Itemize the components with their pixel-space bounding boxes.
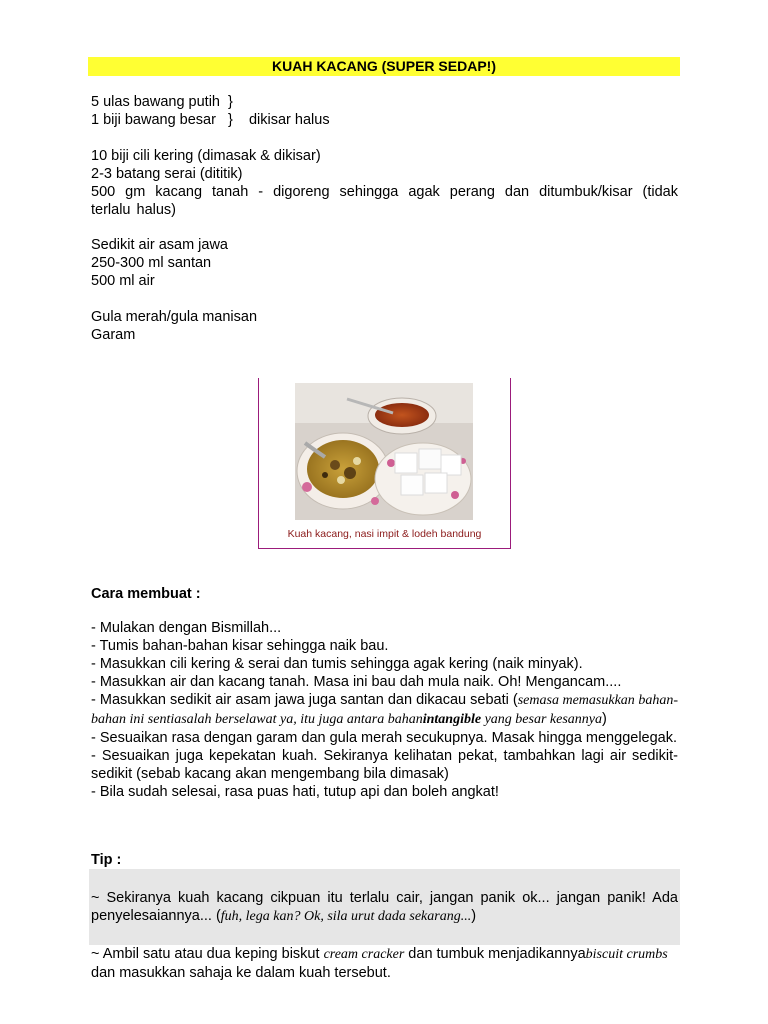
ingredients-group-4 [91,308,678,344]
ingredient-line: 500 ml air [91,273,155,289]
ingredients-group-2 [91,147,678,219]
italic-note: yang besar kesannya [481,712,603,727]
italic-note: fuh, lega kan? Ok, sila urut dada sekarang... [220,909,472,924]
method-step: - Tumis bahan-bahan kisar sehingga naik bau. [91,638,389,654]
italic-term: biscuit crumbs [585,947,668,962]
method-step: - Masukkan air dan kacang tanah. Masa ini bau dah mula naik. Oh! Mengancam.... [91,674,622,690]
ingredient-line: Gula merah/gula manisan [91,309,258,325]
ingredient-line: 5 ulas bawang putih } [91,94,233,110]
photo-caption: Kuah kacang, nasi impit & lodeh bandung [287,528,482,540]
method-step: - Masukkan cili kering & serai dan tumis sehingga agak kering (naik minyak). [91,656,583,672]
tip-1: ~ Sekiranya kuah kacang cikpuan itu terlalu cair, jangan panik ok... jangan panik! Ada penyelesaiannya... (fuh, lega kan? Ok, sila urut dada sekarang...) [91,890,678,924]
ingredient-line: 10 biji cili kering (dimasak & dikisar) [91,148,321,164]
ingredient-line: Sedikit air asam jawa [91,237,228,253]
bold-italic-word: intangible [422,712,482,727]
recipe-title: KUAH KACANG (SUPER SEDAP!) [88,57,680,76]
method-step: - Mulakan dengan Bismillah... [91,620,282,636]
method-steps [91,619,678,801]
photo-frame [258,378,511,549]
food-photo [295,383,473,520]
ingredient-line: 1 biji bawang besar } dikisar halus [91,112,330,128]
ingredients-group-1 [91,93,678,129]
tip-2: ~ Ambil satu atau dua keping biskut cream cracker dan tumbuk menjadikannyabiscuit crumbs dan masukkan sahaja ke dalam kuah tersebut. [91,946,668,981]
method-heading: Cara membuat : [91,586,201,602]
italic-term: cream cracker [323,947,405,962]
italic-note: semasa memasukkan bahan-bahan ini sentiasalah berselawat ya, itu juga antara bahan [91,693,678,727]
method-step: - Sesuaikan juga kepekatan kuah. Sekiranya kelihatan pekat, tambahkan lagi air sedikit-sedikit (sebab kacang akan mengembang bila dimasak) [91,748,678,782]
method-step: - Masukkan sedikit air asam jawa juga santan dan dikacau sebati (semasa memasukkan bahan-bahan ini sentiasalah berselawat ya, itu juga antara bahanintangible yang besar kesannya) [91,692,678,727]
tip-heading: Tip : [91,852,122,868]
tip-2-background [89,927,680,945]
ingredients-group-3 [91,236,678,290]
ingredient-line: 2-3 batang serai (dititik) [91,166,243,182]
method-step: - Bila sudah selesai, rasa puas hati, tutup api dan boleh angkat! [91,784,499,800]
ingredient-line: Garam [91,327,136,343]
method-step: - Sesuaikan rasa dengan garam dan gula merah secukupnya. Masak hingga menggelegak. [91,730,678,746]
ingredient-line: 500 gm kacang tanah - digoreng sehingga agak perang dan ditumbuk/kisar (tidak terlalu halus) [91,184,678,218]
ingredient-line: 250-300 ml santan [91,255,212,271]
